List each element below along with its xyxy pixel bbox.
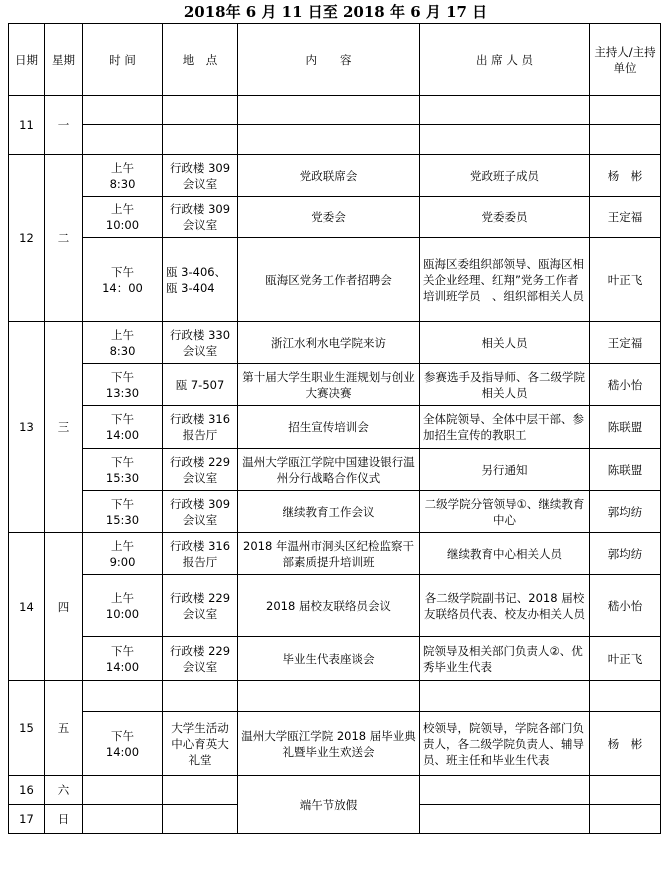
header-weekday: 星期 bbox=[45, 24, 83, 96]
header-row bbox=[9, 24, 661, 96]
attendees-cell: 党政班子成员 bbox=[420, 155, 590, 197]
content-cell: 温州大学瓯江学院 2018 届毕业典礼暨毕业生欢送会 bbox=[238, 712, 420, 776]
attendees-cell: 相关人员 bbox=[420, 322, 590, 364]
place-cell: 瓯 7-507 bbox=[163, 364, 238, 406]
time-cell: 上午 10:00 bbox=[83, 197, 163, 238]
place-cell: 行政楼 229 会议室 bbox=[163, 637, 238, 681]
weekday-cell: 日 bbox=[45, 805, 83, 834]
content-cell: 招生宣传培训会 bbox=[238, 406, 420, 449]
content-cell: 党政联席会 bbox=[238, 155, 420, 197]
place-cell: 行政楼 316 报告厅 bbox=[163, 533, 238, 575]
host-cell: 嵇小怡 bbox=[590, 575, 661, 637]
schedule-table bbox=[8, 23, 661, 834]
time-cell: 下午 13:30 bbox=[83, 364, 163, 406]
host-cell: 陈联盟 bbox=[590, 406, 661, 449]
attendees-cell: 党委委员 bbox=[420, 197, 590, 238]
table-row bbox=[9, 125, 661, 155]
weekday-cell: 一 bbox=[45, 96, 83, 155]
host-cell: 杨 彬 bbox=[590, 155, 661, 197]
table-row bbox=[9, 712, 661, 776]
table-row bbox=[9, 406, 661, 449]
content-cell: 第十届大学生职业生涯规划与创业大赛决赛 bbox=[238, 364, 420, 406]
content-cell: 毕业生代表座谈会 bbox=[238, 637, 420, 681]
weekday-cell: 三 bbox=[45, 322, 83, 533]
attendees-cell: 参赛选手及指导师、各二级学院相关人员 bbox=[420, 364, 590, 406]
time-cell: 下午 15:30 bbox=[83, 449, 163, 491]
table-row bbox=[9, 533, 661, 575]
header-host: 主持人/主持单位 bbox=[590, 24, 661, 96]
attendees-cell: 各二级学院副书记、2018 届校友联络员代表、校友办相关人员 bbox=[420, 575, 590, 637]
content-cell: 瓯海区党务工作者招聘会 bbox=[238, 238, 420, 322]
header-place: 地 点 bbox=[163, 24, 238, 96]
header-time: 时 间 bbox=[83, 24, 163, 96]
table-row bbox=[9, 491, 661, 533]
table-row bbox=[9, 96, 661, 125]
time-cell: 下午 14:00 bbox=[83, 406, 163, 449]
holiday-cell: 端午节放假 bbox=[238, 776, 420, 834]
time-cell: 上午 8:30 bbox=[83, 155, 163, 197]
date-cell: 16 bbox=[9, 776, 45, 805]
table-row bbox=[9, 637, 661, 681]
header-date: 日期 bbox=[9, 24, 45, 96]
date-cell: 12 bbox=[9, 155, 45, 322]
place-cell: 行政楼 309 会议室 bbox=[163, 491, 238, 533]
attendees-cell: 院领导及相关部门负责人②、优秀毕业生代表 bbox=[420, 637, 590, 681]
date-cell: 15 bbox=[9, 681, 45, 776]
page-title: 2018年 6 月 11 日至 2018 年 6 月 17 日 bbox=[183, 3, 488, 21]
host-cell: 叶正飞 bbox=[590, 238, 661, 322]
content-cell: 温州大学瓯江学院中国建设银行温州分行战略合作仪式 bbox=[238, 449, 420, 491]
content-cell: 2018 年温州市洞头区纪检监察干部素质提升培训班 bbox=[238, 533, 420, 575]
attendees-cell: 全体院领导、全体中层干部、参加招生宣传的教职工 bbox=[420, 406, 590, 449]
content-cell: 2018 届校友联络员会议 bbox=[238, 575, 420, 637]
time-cell: 下午 14:00 bbox=[83, 712, 163, 776]
content-cell: 继续教育工作会议 bbox=[238, 491, 420, 533]
host-cell: 叶正飞 bbox=[590, 637, 661, 681]
header-content: 内 容 bbox=[238, 24, 420, 96]
time-cell: 上午 8:30 bbox=[83, 322, 163, 364]
place-cell: 行政楼 316 报告厅 bbox=[163, 406, 238, 449]
table-row bbox=[9, 449, 661, 491]
time-cell: 下午 14：00 bbox=[83, 238, 163, 322]
host-cell: 郭均纺 bbox=[590, 533, 661, 575]
date-cell: 17 bbox=[9, 805, 45, 834]
table-row bbox=[9, 322, 661, 364]
time-cell: 下午 14:00 bbox=[83, 637, 163, 681]
table-row bbox=[9, 238, 661, 322]
table-row bbox=[9, 681, 661, 712]
time-cell: 上午 9:00 bbox=[83, 533, 163, 575]
time-cell: 上午 10:00 bbox=[83, 575, 163, 637]
attendees-cell: 校领导，院领导，学院各部门负责人，各二级学院负责人、辅导员、班主任和毕业生代表 bbox=[420, 712, 590, 776]
place-cell: 行政楼 309 会议室 bbox=[163, 155, 238, 197]
content-cell: 党委会 bbox=[238, 197, 420, 238]
time-cell: 下午 15:30 bbox=[83, 491, 163, 533]
date-cell: 11 bbox=[9, 96, 45, 155]
content-cell: 浙江水利水电学院来访 bbox=[238, 322, 420, 364]
weekday-cell: 二 bbox=[45, 155, 83, 322]
table-row bbox=[9, 155, 661, 197]
place-cell: 行政楼 229 会议室 bbox=[163, 575, 238, 637]
host-cell: 嵇小怡 bbox=[590, 364, 661, 406]
place-cell: 行政楼 309 会议室 bbox=[163, 197, 238, 238]
table-row bbox=[9, 364, 661, 406]
table-row bbox=[9, 575, 661, 637]
place-cell: 行政楼 229 会议室 bbox=[163, 449, 238, 491]
place-cell: 大学生活动中心育英大礼堂 bbox=[163, 712, 238, 776]
host-cell: 杨 彬 bbox=[590, 712, 661, 776]
host-cell: 陈联盟 bbox=[590, 449, 661, 491]
host-cell: 王定福 bbox=[590, 197, 661, 238]
place-cell: 行政楼 330 会议室 bbox=[163, 322, 238, 364]
place-cell: 瓯 3-406、 瓯 3-404 bbox=[163, 238, 238, 322]
attendees-cell: 瓯海区委组织部领导、瓯海区相关企业经理、红翔”党务工作者培训班学员 、组织部相关人员 bbox=[420, 238, 590, 322]
weekday-cell: 五 bbox=[45, 681, 83, 776]
header-attendees: 出 席 人 员 bbox=[420, 24, 590, 96]
table-row bbox=[9, 776, 661, 805]
attendees-cell: 二级学院分管领导①、继续教育中心 bbox=[420, 491, 590, 533]
host-cell: 王定福 bbox=[590, 322, 661, 364]
date-cell: 13 bbox=[9, 322, 45, 533]
attendees-cell: 继续教育中心相关人员 bbox=[420, 533, 590, 575]
attendees-cell: 另行通知 bbox=[420, 449, 590, 491]
weekday-cell: 四 bbox=[45, 533, 83, 681]
host-cell: 郭均纺 bbox=[590, 491, 661, 533]
date-cell: 14 bbox=[9, 533, 45, 681]
table-row bbox=[9, 197, 661, 238]
weekday-cell: 六 bbox=[45, 776, 83, 805]
